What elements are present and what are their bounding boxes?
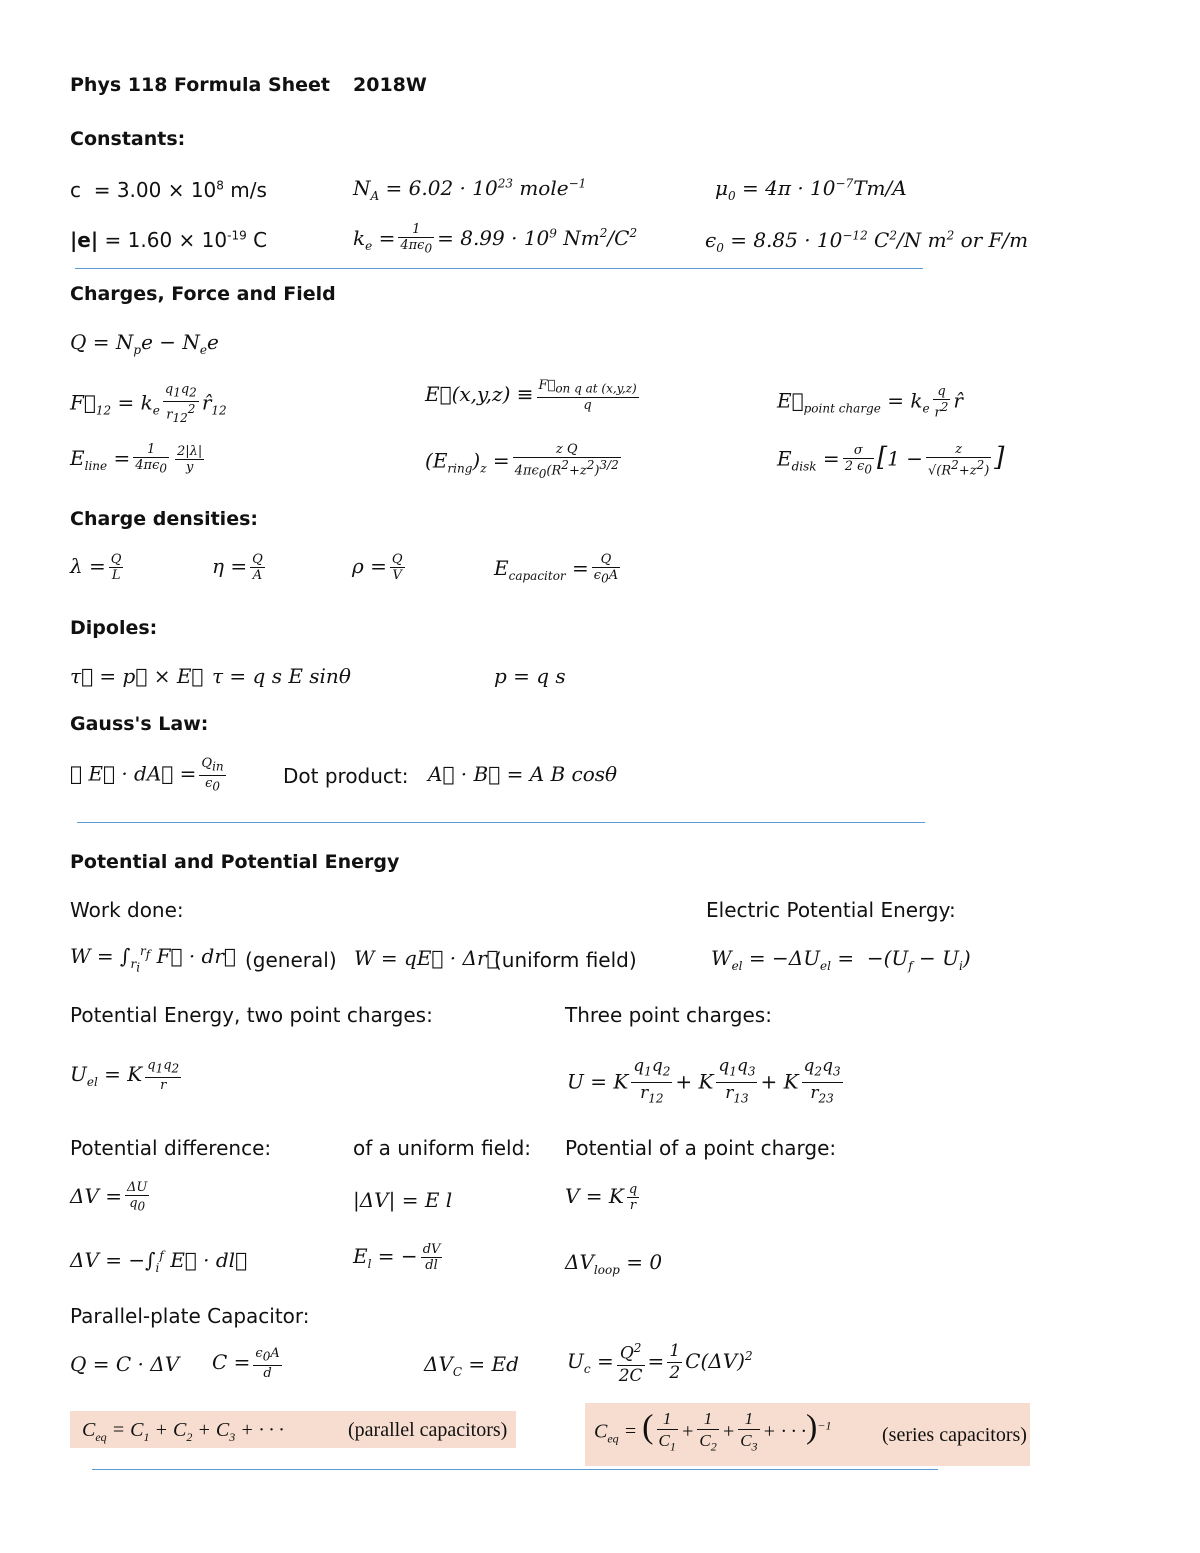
section-charges: Charges, Force and Field [70,283,336,305]
formula-mu0: $\mu_0 = 4\pi \cdot 10^{-7}Tm/A$ [715,176,907,203]
section-dipoles: Dipoles: [70,617,158,639]
label-parallel: (parallel capacitors) [348,1419,508,1441]
formula-disk-field: $E_{disk}$ = $\frac{\sigma}{2 \epsilon_0}$ [1 − $\frac{z}{√(R^2+z^2)}$ ] [777,442,1005,479]
formula-uniform-potential: |ΔV| = E l [353,1188,453,1212]
label-epe: Electric Potential Energy: [706,898,956,922]
label-uniform-field: (uniform field) [494,948,637,972]
divider [77,822,925,823]
formula-potential-integral: $\Delta V = -\int_i^f$ E⃗ · dl⃗ [70,1248,248,1275]
formula-eps0: $\epsilon_0 = 8.85 \cdot 10^{-12}$ $C^2/N$ $m^2$ or F/m [705,228,1029,255]
formula-parallel-capacitors: $C_{eq} = C_1 + C_2 + C_3$ + · · · [82,1419,284,1444]
label-work: Work done: [70,898,184,922]
section-constants: Constants: [70,128,186,150]
formula-work-uniform: W = qE⃗ · Δr⃗ [354,946,499,970]
formula-capacitor-energy: $U_c$ = $\frac{Q^2}{2C}$ = $\frac{1}{2}$ $C(\Delta V)^2$ [567,1338,753,1387]
formula-dot-product: A⃗ · B⃗ = A B cosθ [428,762,618,786]
formula-eta: η = $\frac{Q}{A}$ [212,552,263,583]
label-three: Three point charges: [565,1003,772,1027]
section-potential: Potential and Potential Energy [70,851,400,873]
formula-net-charge: $Q = N_pe - N_ee$ [70,330,219,357]
formula-speed-of-light: $c = 3.00 \times 10^8$ m/s [70,178,267,202]
label-point-potential: Potential of a point charge: [565,1136,837,1160]
sheet-title: Phys 118 Formula Sheet [70,74,331,96]
label-capacitor: Parallel-plate Capacitor: [70,1304,310,1328]
label-series: (series capacitors) [882,1424,1027,1446]
formula-pe-three: U = K $\frac{q_1q_2}{r_{12}}$ + K $\frac{q_1q_3}{r_{13}}$ + K $\frac{q_2q_3}{r_{23}}$ [567,1056,841,1106]
formula-potential-diff: ΔV = $\frac{\Delta U}{q_0}$ [70,1180,148,1214]
formula-point-field: $E⃗_{point charge} = k_e$ $\frac{q}{r^2}$ r̂ [777,384,963,421]
section-densities: Charge densities: [70,508,258,530]
formula-torque-vector: τ⃗ = p⃗ × E⃗ [70,664,204,688]
sheet-term: 2018W [353,74,427,96]
formula-work-general: $W = \int_{r_i}^{r_f}$ F⃗ · dr⃗ [70,944,236,975]
formula-coulomb: $F⃗_{12} = k_e$ $\frac{q_1q_2}{r_{12}^2}$ $r̂_{12}$ [70,382,227,425]
divider [75,268,923,269]
formula-capacitance: C = $\frac{\epsilon_0A}{d}$ [212,1346,280,1381]
formula-capacitor-charge: Q = C · ΔV [70,1352,180,1376]
label-general: (general) [245,948,337,972]
formula-point-potential: V = K $\frac{q}{r}$ [565,1182,638,1213]
label-dot-product: Dot product: [283,764,409,788]
formula-dipole-moment: p = q s [494,664,566,688]
formula-field-def: E⃗(x,y,z) ≡ $\frac{F⃗_{on q at (x,y,z)}}{q}$ [425,378,637,413]
formula-loop: $\Delta V_{loop} = 0$ [565,1250,663,1277]
formula-field-gradient: $E_l$ = − $\frac{dV}{dl}$ [353,1242,441,1273]
formula-potential-energy-work: $W_{el} = -\Delta U_{el} = -(U_f - U_i)$ [711,946,971,973]
formula-torque: τ = q s E sinθ [212,664,351,688]
formula-capacitor-voltage: $\Delta V_C = Ed$ [424,1352,519,1379]
divider [92,1469,938,1470]
section-gauss: Gauss's Law: [70,713,209,735]
formula-capacitor-field: $E_{capacitor}$ = $\frac{Q}{\epsilon_0A}$ [494,552,619,586]
formula-gauss: ∮ E⃗ · dA⃗ = $\frac{Q_{in}}{\epsilon_0}$ [70,756,224,794]
formula-ke: $k_e$ = $\frac{1}{4\pi\epsilon_0}$ = $8.99 \cdot 10^9$ $Nm^2/C^2$ [353,222,638,256]
formula-series-capacitors: $C_{eq}$ = ( $\frac{1}{C_1}$ + $\frac{1}{C_2}$ + $\frac{1}{C_3}$ + · · ·)$^{-1}$ [594,1408,832,1454]
formula-rho: ρ = $\frac{Q}{V}$ [352,552,403,583]
formula-pe-two: $U_{el} = K$ $\frac{q_1q_2}{r}$ [70,1058,180,1093]
formula-avogadro: $N_A = 6.02 \cdot 10^{23}$ mole$^{-1}$ [353,176,587,203]
label-pdiff: Potential difference: [70,1136,272,1160]
label-uniform: of a uniform field: [353,1136,532,1160]
formula-line-field: $E_{line}$ = $\frac{1}{4\pi\epsilon_0}$ $\frac{2|\lambda|}{y}$ [70,442,203,476]
label-pe-two: Potential Energy, two point charges: [70,1003,433,1027]
formula-ring-field: $(E_{ring})_z$ = $\frac{\text{z Q}}{4\pi\epsilon_0(R^2+z^2)^{3/2}}$ [425,442,619,481]
formula-lambda: λ = $\frac{Q}{L}$ [70,552,122,583]
formula-electron-charge: $|e| = 1.60 \times 10^{-19}$ C [70,228,268,252]
